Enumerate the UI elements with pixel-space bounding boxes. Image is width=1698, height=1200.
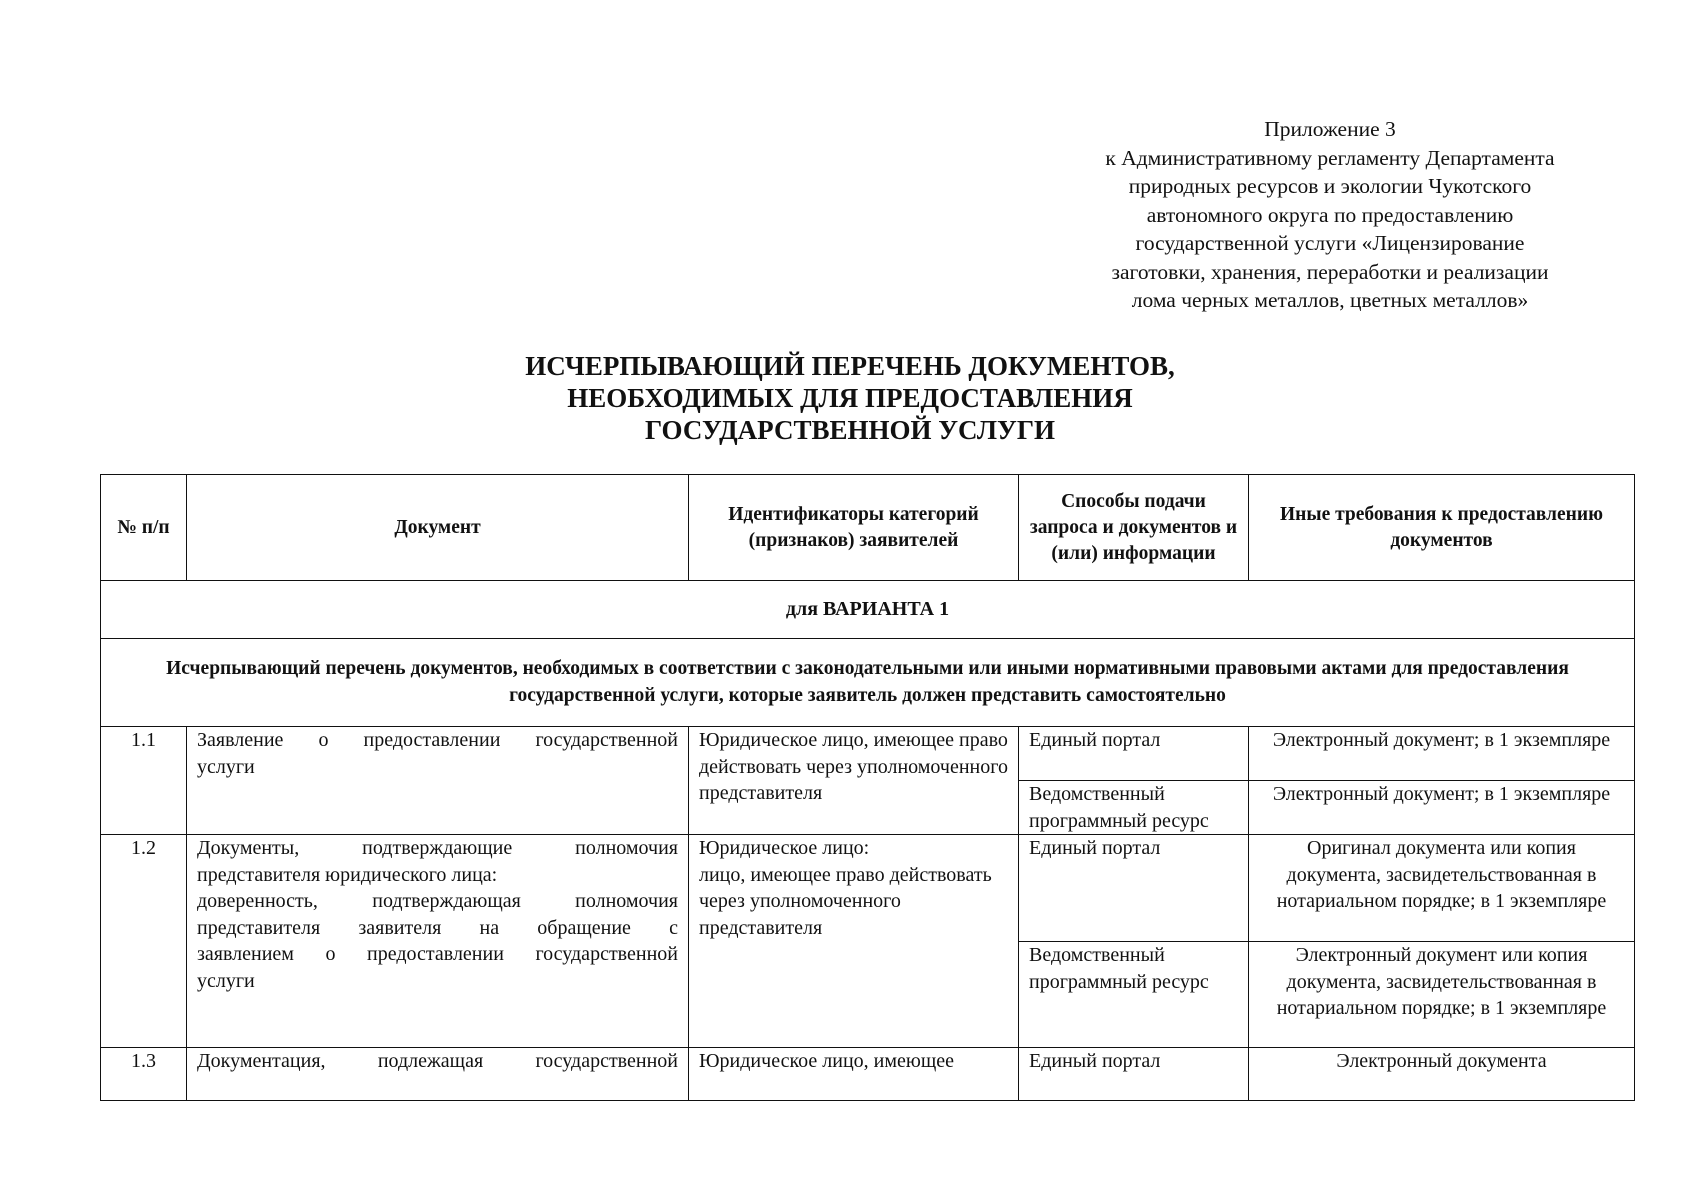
table-row bbox=[101, 1048, 1635, 1101]
document-line: представителя юридического лица: bbox=[197, 863, 498, 886]
document-cell bbox=[187, 1048, 689, 1101]
title-line: ГОСУДАРСТВЕННОЙ УСЛУГИ bbox=[645, 415, 1055, 445]
document-line: услуги bbox=[197, 755, 255, 778]
title-line: НЕОБХОДИМЫХ ДЛЯ ПРЕДОСТАВЛЕНИЯ bbox=[567, 383, 1133, 413]
header-number: № п/п bbox=[101, 475, 187, 581]
variant-label: для ВАРИАНТА 1 bbox=[101, 581, 1635, 639]
row-number: 1.2 bbox=[101, 835, 187, 1048]
method-cell: Ведомственный программный ресурс bbox=[1019, 781, 1249, 835]
document-line: заявлением о предоставлении государственной bbox=[197, 943, 678, 965]
variant-row bbox=[101, 581, 1635, 639]
document-line: услуги bbox=[197, 969, 255, 992]
appendix-line: природных ресурсов и экологии Чукотского bbox=[1128, 174, 1532, 198]
document-cell bbox=[187, 835, 689, 1048]
document-line: доверенность, подтверждающая полномочия bbox=[197, 890, 678, 912]
requirement-cell: Оригинал документа или копия документа, засвидетельствованная в нотариальном порядке; в 1 экземпляре bbox=[1249, 835, 1635, 942]
table-header-row bbox=[101, 475, 1635, 581]
document-line: Заявление о предоставлении государственной bbox=[197, 729, 678, 751]
title-line: ИСЧЕРПЫВАЮЩИЙ ПЕРЕЧЕНЬ ДОКУМЕНТОВ, bbox=[525, 351, 1175, 381]
applicant-cell: Юридическое лицо, имеющее bbox=[689, 1048, 1019, 1101]
row-number: 1.3 bbox=[101, 1048, 187, 1101]
requirement-cell: Электронный документ; в 1 экземпляре bbox=[1249, 781, 1635, 835]
applicant-line: Юридическое лицо: bbox=[699, 837, 870, 859]
method-cell: Единый портал bbox=[1019, 727, 1249, 781]
header-applicant-categories: Идентификаторы категорий (признаков) заявителей bbox=[689, 475, 1019, 581]
applicant-cell bbox=[689, 835, 1019, 1048]
applicant-cell: Юридическое лицо, имеющее право действовать через уполномоченного представителя bbox=[689, 727, 1019, 835]
document-title bbox=[300, 350, 1400, 446]
appendix-line: заготовки, хранения, переработки и реализации bbox=[1111, 259, 1549, 284]
section-label: Исчерпывающий перечень документов, необходимых в соответствии с законодательными или иными нормативными правовыми актами для предоставления государственной услуги, которые заявитель должен представить самостоятельно bbox=[101, 639, 1635, 727]
method-cell: Ведомственный программный ресурс bbox=[1019, 942, 1249, 1048]
header-other-requirements: Иные требования к предоставлению документов bbox=[1249, 475, 1635, 581]
table-row bbox=[101, 835, 1635, 942]
section-row bbox=[101, 639, 1635, 727]
method-cell: Единый портал bbox=[1019, 835, 1249, 942]
requirement-cell: Электронный документа bbox=[1249, 1048, 1635, 1101]
row-number: 1.1 bbox=[101, 727, 187, 835]
requirement-cell: Электронный документ или копия документа, засвидетельствованная в нотариальном порядке; в 1 экземпляре bbox=[1249, 942, 1635, 1048]
appendix-line: автономного округа по предоставлению bbox=[1146, 202, 1514, 227]
appendix-line: Приложение 3 bbox=[1264, 117, 1396, 141]
appendix-line: государственной услуги «Лицензирование bbox=[1135, 231, 1525, 255]
table-row bbox=[101, 727, 1635, 781]
appendix-header bbox=[1070, 115, 1590, 315]
document-cell bbox=[187, 727, 689, 835]
applicant-line: лицо, имеющее право действовать через уполномоченного представителя bbox=[699, 863, 992, 939]
requirement-cell: Электронный документ; в 1 экземпляре bbox=[1249, 727, 1635, 781]
document-line: Документы, подтверждающие полномочия bbox=[197, 837, 678, 859]
header-submission-methods: Способы подачи запроса и документов и (или) информации bbox=[1019, 475, 1249, 581]
method-cell: Единый портал bbox=[1019, 1048, 1249, 1101]
document-line: Документация, подлежащая государственной bbox=[197, 1050, 678, 1072]
header-document: Документ bbox=[187, 475, 689, 581]
document-line: представителя заявителя на обращение с bbox=[197, 916, 678, 939]
appendix-line: лома черных металлов, цветных металлов» bbox=[1131, 288, 1529, 312]
documents-table bbox=[100, 474, 1635, 1101]
appendix-line: к Административному регламенту Департамента bbox=[1105, 145, 1555, 170]
